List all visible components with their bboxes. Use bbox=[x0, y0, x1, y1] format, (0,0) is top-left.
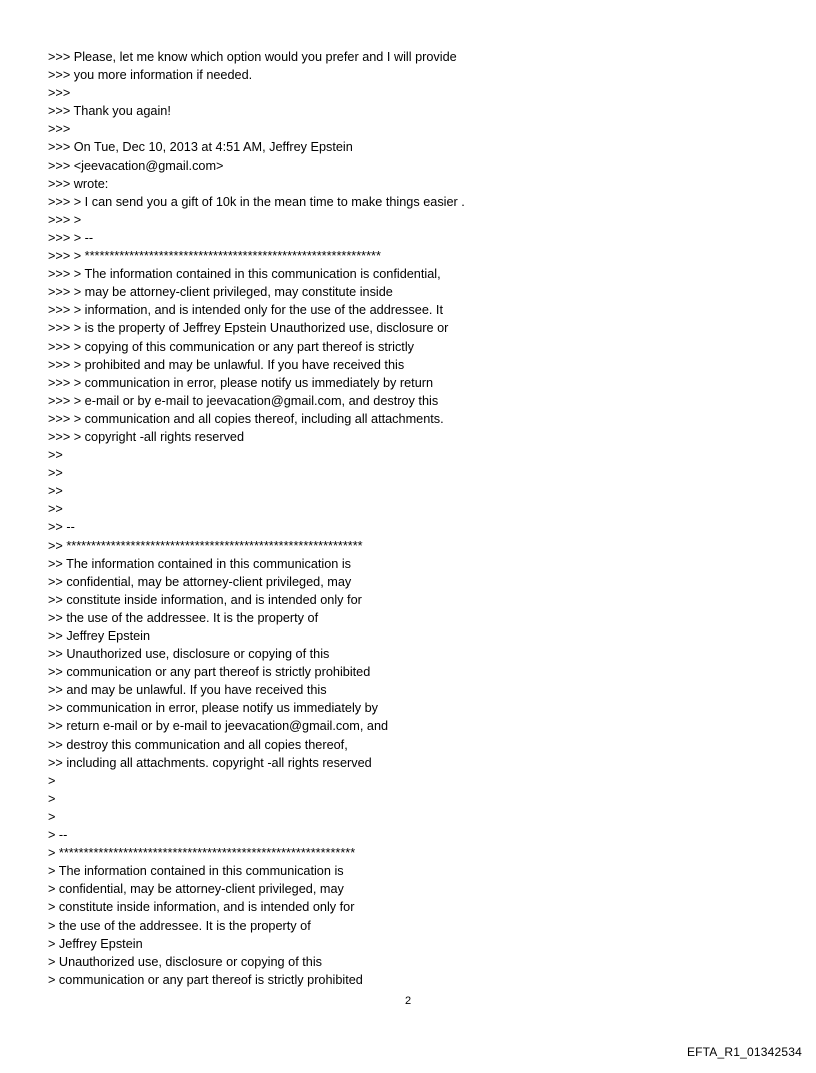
email-line: >>> > is the property of Jeffrey Epstein Unauthorized use, disclosure or bbox=[48, 321, 449, 336]
email-line: >>> you more information if needed. bbox=[48, 68, 253, 83]
email-line: >>> > communication and all copies thereof, including all attachments. bbox=[48, 411, 444, 426]
email-line: >>> > The information contained in this communication is confidential, bbox=[48, 267, 441, 282]
email-line: >> bbox=[48, 466, 63, 481]
email-line: >>> > prohibited and may be unlawful. If you have received this bbox=[48, 357, 405, 372]
email-line: > bbox=[48, 791, 56, 806]
email-line: > communication or any part thereof is strictly prohibited bbox=[48, 972, 363, 987]
email-line: >>> Thank you again! bbox=[48, 104, 171, 119]
email-line: >>> > I can send you a gift of 10k in the mean time to make things easier . bbox=[48, 194, 465, 209]
email-line: >> bbox=[48, 502, 63, 517]
email-line: >>> <jeevacation@gmail.com> bbox=[48, 158, 224, 173]
email-line: >>> > communication in error, please notify us immediately by return bbox=[48, 375, 434, 390]
email-line: >> destroy this communication and all copies thereof, bbox=[48, 737, 348, 752]
email-line: >> Unauthorized use, disclosure or copying of this bbox=[48, 647, 330, 662]
email-line: >>> bbox=[48, 86, 71, 101]
email-line: >>> > copyright -all rights reserved bbox=[48, 429, 245, 444]
email-line: >> -- bbox=[48, 520, 75, 535]
email-line: >>> > ************************************************************ bbox=[48, 249, 381, 264]
email-line: >>> > information, and is intended only for the use of the addressee. It bbox=[48, 303, 443, 318]
email-line: >>> On Tue, Dec 10, 2013 at 4:51 AM, Jeffrey Epstein bbox=[48, 140, 353, 155]
email-line: >> including all attachments. copyright -all rights reserved bbox=[48, 755, 372, 770]
email-body bbox=[48, 48, 688, 989]
email-line: >> confidential, may be attorney-client privileged, may bbox=[48, 574, 352, 589]
email-line: >>> > copying of this communication or any part thereof is strictly bbox=[48, 339, 414, 354]
email-line: > ************************************************************ bbox=[48, 846, 356, 861]
email-line: >>> > may be attorney-client privileged, may constitute inside bbox=[48, 285, 393, 300]
email-line: >>> Please, let me know which option would you prefer and I will provide bbox=[48, 50, 457, 64]
email-line: >>> > bbox=[48, 212, 82, 227]
email-line: > the use of the addressee. It is the property of bbox=[48, 918, 311, 933]
email-line: >> and may be unlawful. If you have received this bbox=[48, 683, 327, 698]
email-line: > Unauthorized use, disclosure or copying of this bbox=[48, 954, 322, 969]
email-line: > -- bbox=[48, 828, 68, 843]
email-line: >> return e-mail or by e-mail to jeevacation@gmail.com, and bbox=[48, 719, 389, 734]
email-line: > Jeffrey Epstein bbox=[48, 936, 143, 951]
email-line: >> the use of the addressee. It is the property of bbox=[48, 610, 319, 625]
email-line: >> communication or any part thereof is strictly prohibited bbox=[48, 665, 371, 680]
email-line: > The information contained in this communication is bbox=[48, 864, 344, 879]
email-line: >> The information contained in this communication is bbox=[48, 556, 352, 571]
email-line: >>> wrote: bbox=[48, 176, 109, 191]
email-line: >> communication in error, please notify us immediately by bbox=[48, 701, 379, 716]
email-line: > constitute inside information, and is intended only for bbox=[48, 900, 355, 915]
email-line: >> bbox=[48, 448, 63, 463]
email-line: >>> > e-mail or by e-mail to jeevacation@gmail.com, and destroy this bbox=[48, 393, 439, 408]
page-number: 2 bbox=[404, 995, 412, 1007]
email-line: > bbox=[48, 809, 56, 824]
email-line: >> bbox=[48, 484, 63, 499]
email-line: >>> > -- bbox=[48, 230, 94, 245]
email-line: >> ************************************************************ bbox=[48, 538, 363, 553]
email-line: >>> bbox=[48, 122, 71, 137]
email-line: > confidential, may be attorney-client privileged, may bbox=[48, 882, 344, 897]
email-line: >> Jeffrey Epstein bbox=[48, 629, 151, 643]
email-line: > bbox=[48, 773, 56, 788]
email-line: >> constitute inside information, and is intended only for bbox=[48, 592, 362, 607]
document-id-stamp: EFTA_R1_01342534 bbox=[686, 1045, 802, 1059]
